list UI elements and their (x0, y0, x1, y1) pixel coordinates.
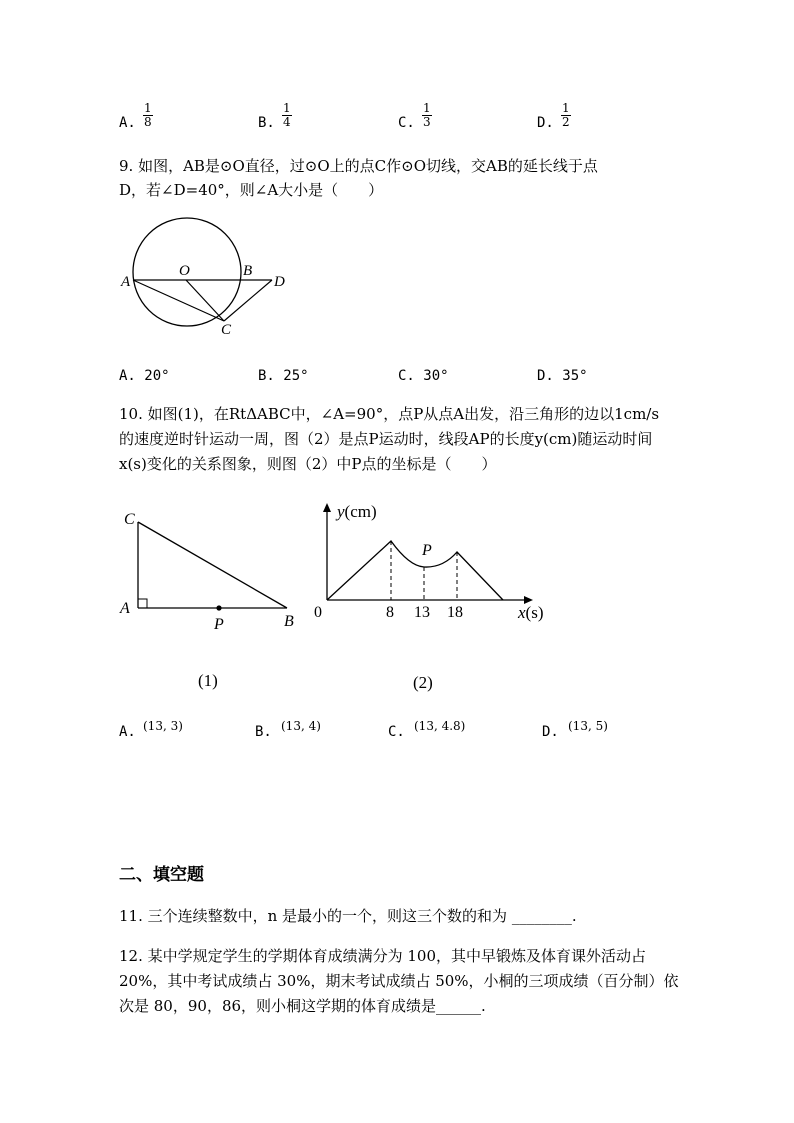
q9-option-a: A. 20° (119, 368, 170, 384)
q10-graph-figure (305, 495, 565, 700)
q10-option-a-label: A. (119, 724, 136, 740)
q10-option-a-value: (13, 3) (143, 719, 183, 733)
q8-option-a-label: A. (119, 115, 136, 131)
q10-label-b: B (284, 613, 294, 630)
q9-label-c: C (221, 322, 232, 338)
q10-option-c-value: (13, 4.8) (414, 719, 466, 733)
q8-option-b-label: B. (258, 115, 275, 131)
q8-option-a-fraction: 1 8 (144, 101, 152, 129)
q10-graph-ylabel: y(cm) (337, 502, 377, 521)
q9-option-d: D. 35° (537, 368, 588, 384)
q9-option-c: C. 30° (398, 368, 449, 384)
q10-graph-tick-13: 13 (414, 604, 430, 621)
q12-line-2: 20%，其中考试成绩占 30%，期末考试成绩占 50%，小桐的三项成绩（百分制）依 (119, 972, 679, 990)
q12-line-3: 次是 80，90，86，则小桐这学期的体育成绩是______. (119, 997, 486, 1015)
q10-triangle-figure (115, 500, 315, 710)
q10-graph-tick-8: 8 (386, 604, 394, 621)
q10-option-d-value: (13, 5) (568, 719, 608, 733)
q10-label-a: A (120, 600, 130, 617)
q10-graph-xlabel: x(s) (518, 603, 544, 622)
q10-graph-origin: 0 (314, 604, 322, 621)
q9-label-b: B (243, 263, 253, 279)
q10-point-p (216, 605, 221, 610)
q10-label-p: P (214, 616, 224, 633)
q9-label-o: O (179, 263, 190, 279)
q8-option-c-fraction: 1 3 (423, 101, 431, 129)
q10-line-1: 10. 如图(1)，在RtΔABC中，∠A=90°，点P从点A出发，沿三角形的边以1cm/s (119, 405, 660, 423)
section-heading-fill-in: 二、填空题 (119, 865, 204, 885)
q10-graph-label-p: P (422, 542, 432, 559)
q10-line-2: 的速度逆时针运动一周，图（2）是点P运动时，线段AP的长度y(cm)随运动时间 (119, 430, 653, 448)
q10-line-3: x(s)变化的关系图象，则图（2）中P点的坐标是（ ） (119, 455, 497, 473)
q9-circle-figure (110, 215, 300, 340)
q10-option-c-label: C. (388, 724, 405, 740)
q11-text: 11. 三个连续整数中，n 是最小的一个，则这三个数的和为 ________. (119, 907, 577, 925)
q10-option-b-value: (13, 4) (281, 719, 321, 733)
q8-option-b-fraction: 1 4 (283, 101, 291, 129)
q8-option-d-fraction: 1 2 (562, 101, 570, 129)
q10-graph-tick-18: 18 (447, 604, 463, 621)
q10-option-b-label: B. (255, 724, 272, 740)
q10-option-d-label: D. (542, 724, 559, 740)
q8-option-d-label: D. (537, 115, 554, 131)
q10-label-c: C (124, 511, 135, 528)
q10-fig1-caption: (1) (198, 671, 218, 690)
q8-option-c-label: C. (398, 115, 415, 131)
q9-label-d: D (274, 274, 285, 290)
q9-option-b: B. 25° (258, 368, 309, 384)
q9-line-1: 9. 如图，AB是⊙O直径，过⊙O上的点C作⊙O切线，交AB的延长线于点 (119, 157, 598, 175)
q12-line-1: 12. 某中学规定学生的学期体育成绩满分为 100，其中早锻炼及体育课外活动占 (119, 947, 647, 965)
q9-line-2: D，若∠D=40°，则∠A大小是（ ） (119, 181, 384, 199)
q10-fig2-caption: (2) (413, 673, 433, 692)
q9-label-a: A (121, 274, 131, 290)
